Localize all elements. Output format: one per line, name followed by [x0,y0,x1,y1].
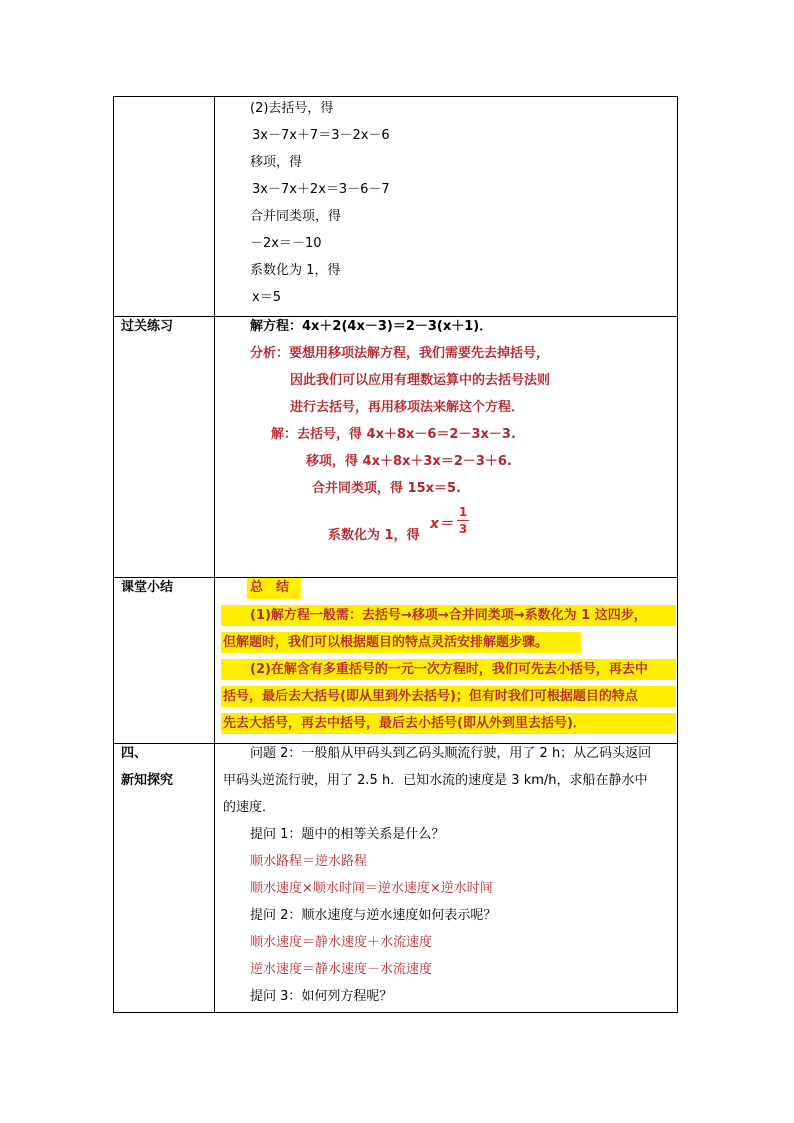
summary-line: (2)在解含有多重括号的一元一次方程时，我们可先去小括号，再去中 [250,662,648,677]
summary-title: 总 结 [250,580,290,595]
text-line: 合并同类项，得 [250,209,342,224]
equation-line: －2x＝－10 [250,236,322,251]
row-label: 课堂小结 [121,580,174,595]
text-line: 移项，得 [250,155,303,170]
problem-line: 甲码头逆流行驶，用了 2.5 h．已知水流的速度是 3 km/h，求船在静水中 [223,773,648,788]
row-label: 新知探究 [121,773,174,788]
text-line: (2)去括号，得 [250,101,334,116]
row-divider [114,743,677,744]
analysis-line: 分析：要想用移项法解方程，我们需要先去掉括号， [250,346,550,361]
row-divider [114,577,677,578]
answer-line: 顺水路程＝逆水路程 [250,854,368,869]
summary-line: 括号，最后去大括号(即从里到外去括号)；但有时我们可根据题目的特点 [223,689,638,704]
problem-line: 的速度． [223,800,276,815]
analysis-line: 因此我们可以应用有理数运算中的去括号法则 [290,373,551,388]
equation-line: 3x－7x＋2x＝3－6－7 [252,182,390,197]
question-2: 提问 2：顺水速度与逆水速度如何表示呢？ [250,908,497,923]
row-label: 过关练习 [121,319,174,334]
summary-line: 但解题时，我们可以根据题目的特点灵活安排解题步骤。 [223,635,549,650]
summary-line: (1)解方程一般需：去括号→移项→合并同类项→系数化为 1 这四步， [250,608,647,623]
problem-statement: 解方程：4x＋2(4x－3)＝2－3(x＋1)． [250,319,493,334]
row-divider [114,316,677,317]
analysis-line: 进行去括号，再用移项法来解这个方程． [290,400,525,415]
column-divider [214,97,215,1012]
row-label: 四、 [121,746,148,761]
solution-line: 系数化为 1，得 [328,528,420,543]
lesson-table [113,96,678,1013]
question-3: 提问 3：如何列方程呢？ [250,989,393,1004]
answer-line: 顺水速度＝静水速度＋水流速度 [250,935,433,950]
fraction-denominator: 3 [458,522,468,536]
text-line: 系数化为 1，得 [250,263,341,278]
problem-line: 问题 2：一般船从甲码头到乙码头顺流行驶，用了 2 h；从乙码头返回 [250,746,652,761]
equation-line: x＝5 [252,290,281,305]
answer-line: 逆水速度＝静水速度－水流速度 [250,962,433,977]
solution-line: 移项，得 4x＋8x＋3x＝2－3＋6. [306,454,512,469]
solution-line: 合并同类项，得 15x＝5. [312,481,461,496]
answer-lhs: x＝ [430,516,454,532]
equation-line: 3x－7x＋7＝3－2x－6 [252,128,390,143]
fraction-numerator: 1 [458,505,468,519]
answer-fraction [430,506,474,540]
summary-line: 先去大括号，再去中括号，最后去小括号(即从外到里去括号)． [223,716,586,731]
fraction-bar [457,520,469,521]
answer-line: 顺水速度×顺水时间＝逆水速度×逆水时间 [250,881,493,896]
solution-line: 解：去括号，得 4x＋8x－6＝2－3x－3. [271,427,516,442]
question-1: 提问 1：题中的相等关系是什么？ [250,827,445,842]
